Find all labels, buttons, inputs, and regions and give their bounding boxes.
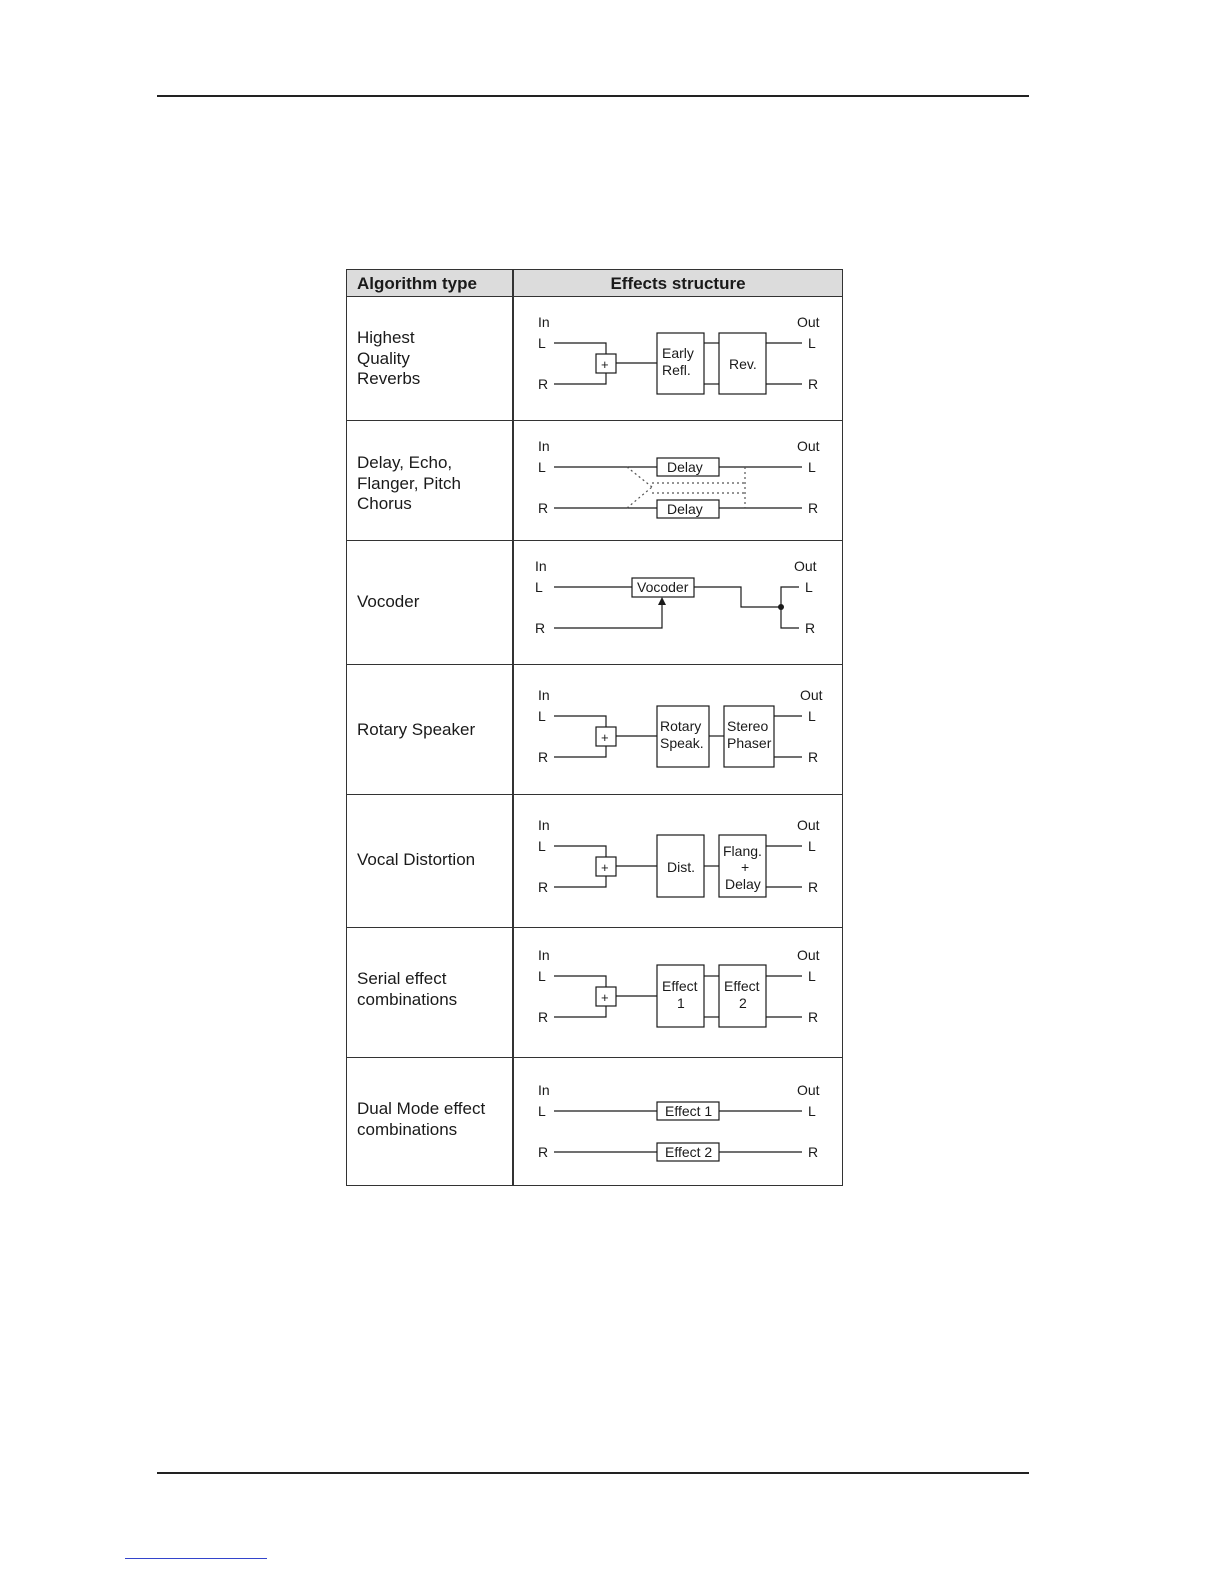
algorithm-name: Delay, Echo, Flanger, Pitch Chorus [357,453,461,513]
label-out: Out [797,947,820,963]
footer-rule [157,1472,1029,1474]
label-in: In [535,558,547,574]
table-row-rotary-speaker [347,664,842,794]
label-out-r: R [808,1009,819,1025]
effects-structure-diagram [513,421,843,540]
algorithm-name: Vocal Distortion [357,850,476,869]
svg-text:Flang.: Flang. [723,843,762,859]
label-in-r: R [538,1144,549,1160]
svg-text:2: 2 [739,995,747,1011]
label-out-l: L [808,1103,816,1119]
effects-structure-diagram [513,665,843,794]
sum-node: + [601,860,609,875]
label-out-l: L [808,459,816,475]
svg-text:Phaser: Phaser [727,735,772,751]
header-rule [157,95,1029,97]
header-effects-structure: Effects structure [610,274,746,293]
effects-structure-diagram [513,541,843,664]
label-out-r: R [808,1144,819,1160]
algorithm-name: Vocoder [357,592,420,611]
sum-node: + [601,357,609,372]
table-row-vocal-distortion [347,794,842,927]
label-out: Out [797,438,820,454]
svg-text:Rev.: Rev. [729,356,757,372]
algorithm-name: Rotary Speaker [357,720,476,739]
label-in: In [538,687,550,703]
footer-link-underline[interactable] [125,1558,267,1559]
algorithm-name: Serial effect combinations [357,969,458,1009]
effects-structure-diagram [513,795,843,927]
label-in-l: L [538,1103,546,1119]
label-out-l: L [808,968,816,984]
svg-text:Effect 1: Effect 1 [665,1103,713,1119]
svg-text:Speak.: Speak. [660,735,704,751]
label-out-l: L [808,838,816,854]
label-in-l: L [538,838,546,854]
svg-text:Refl.: Refl. [662,362,691,378]
label-out: Out [797,817,820,833]
label-in-r: R [538,879,549,895]
table-row-dual-mode [347,1057,842,1185]
svg-text:Effect 2: Effect 2 [665,1144,713,1160]
label-in-l: L [535,579,543,595]
label-in-r: R [535,620,546,636]
svg-text:Delay: Delay [725,876,761,892]
sum-node: + [601,990,609,1005]
label-out-r: R [805,620,816,636]
label-in-l: L [538,708,546,724]
table-header [347,270,842,297]
svg-text:+: + [741,859,750,875]
label-out-l: L [805,579,813,595]
svg-text:Effect: Effect [724,978,760,994]
label-out: Out [800,687,823,703]
label-in: In [538,438,550,454]
label-in: In [538,1082,550,1098]
label-in-r: R [538,749,549,765]
label-in: In [538,314,550,330]
label-out: Out [797,1082,820,1098]
label-in-r: R [538,376,549,392]
label-out-l: L [808,708,816,724]
table-row-serial-effect [347,927,842,1057]
label-out-l: L [808,335,816,351]
svg-text:Vocoder: Vocoder [637,579,689,595]
label-out: Out [797,314,820,330]
label-out-r: R [808,500,819,516]
svg-text:Rotary: Rotary [660,718,702,734]
label-in-l: L [538,968,546,984]
svg-text:Early: Early [662,345,694,361]
svg-text:Delay: Delay [667,501,703,517]
label-out-r: R [808,879,819,895]
effects-structure-diagram [513,928,843,1057]
svg-text:Effect: Effect [662,978,698,994]
label-in-l: L [538,335,546,351]
table-row-reverbs [347,297,842,420]
svg-text:Dist.: Dist. [667,859,695,875]
algorithm-name: Highest Quality Reverbs [357,328,421,388]
svg-text:1: 1 [677,995,685,1011]
effects-structure-diagram [513,297,843,420]
label-in-r: R [538,1009,549,1025]
table-row-vocoder [347,540,842,664]
label-out-r: R [808,749,819,765]
label-in-l: L [538,459,546,475]
label-in-r: R [538,500,549,516]
header-algorithm-type: Algorithm type [357,274,477,293]
label-in: In [538,947,550,963]
label-out-r: R [808,376,819,392]
svg-text:Delay: Delay [667,459,703,475]
effects-structure-diagram [513,1058,843,1185]
svg-text:Stereo: Stereo [727,718,769,734]
sum-node: + [601,730,609,745]
label-in: In [538,817,550,833]
algorithm-name: Dual Mode effect combinations [357,1099,486,1139]
label-out: Out [794,558,817,574]
algorithm-table [346,269,843,1186]
table-row-delay [347,420,842,540]
